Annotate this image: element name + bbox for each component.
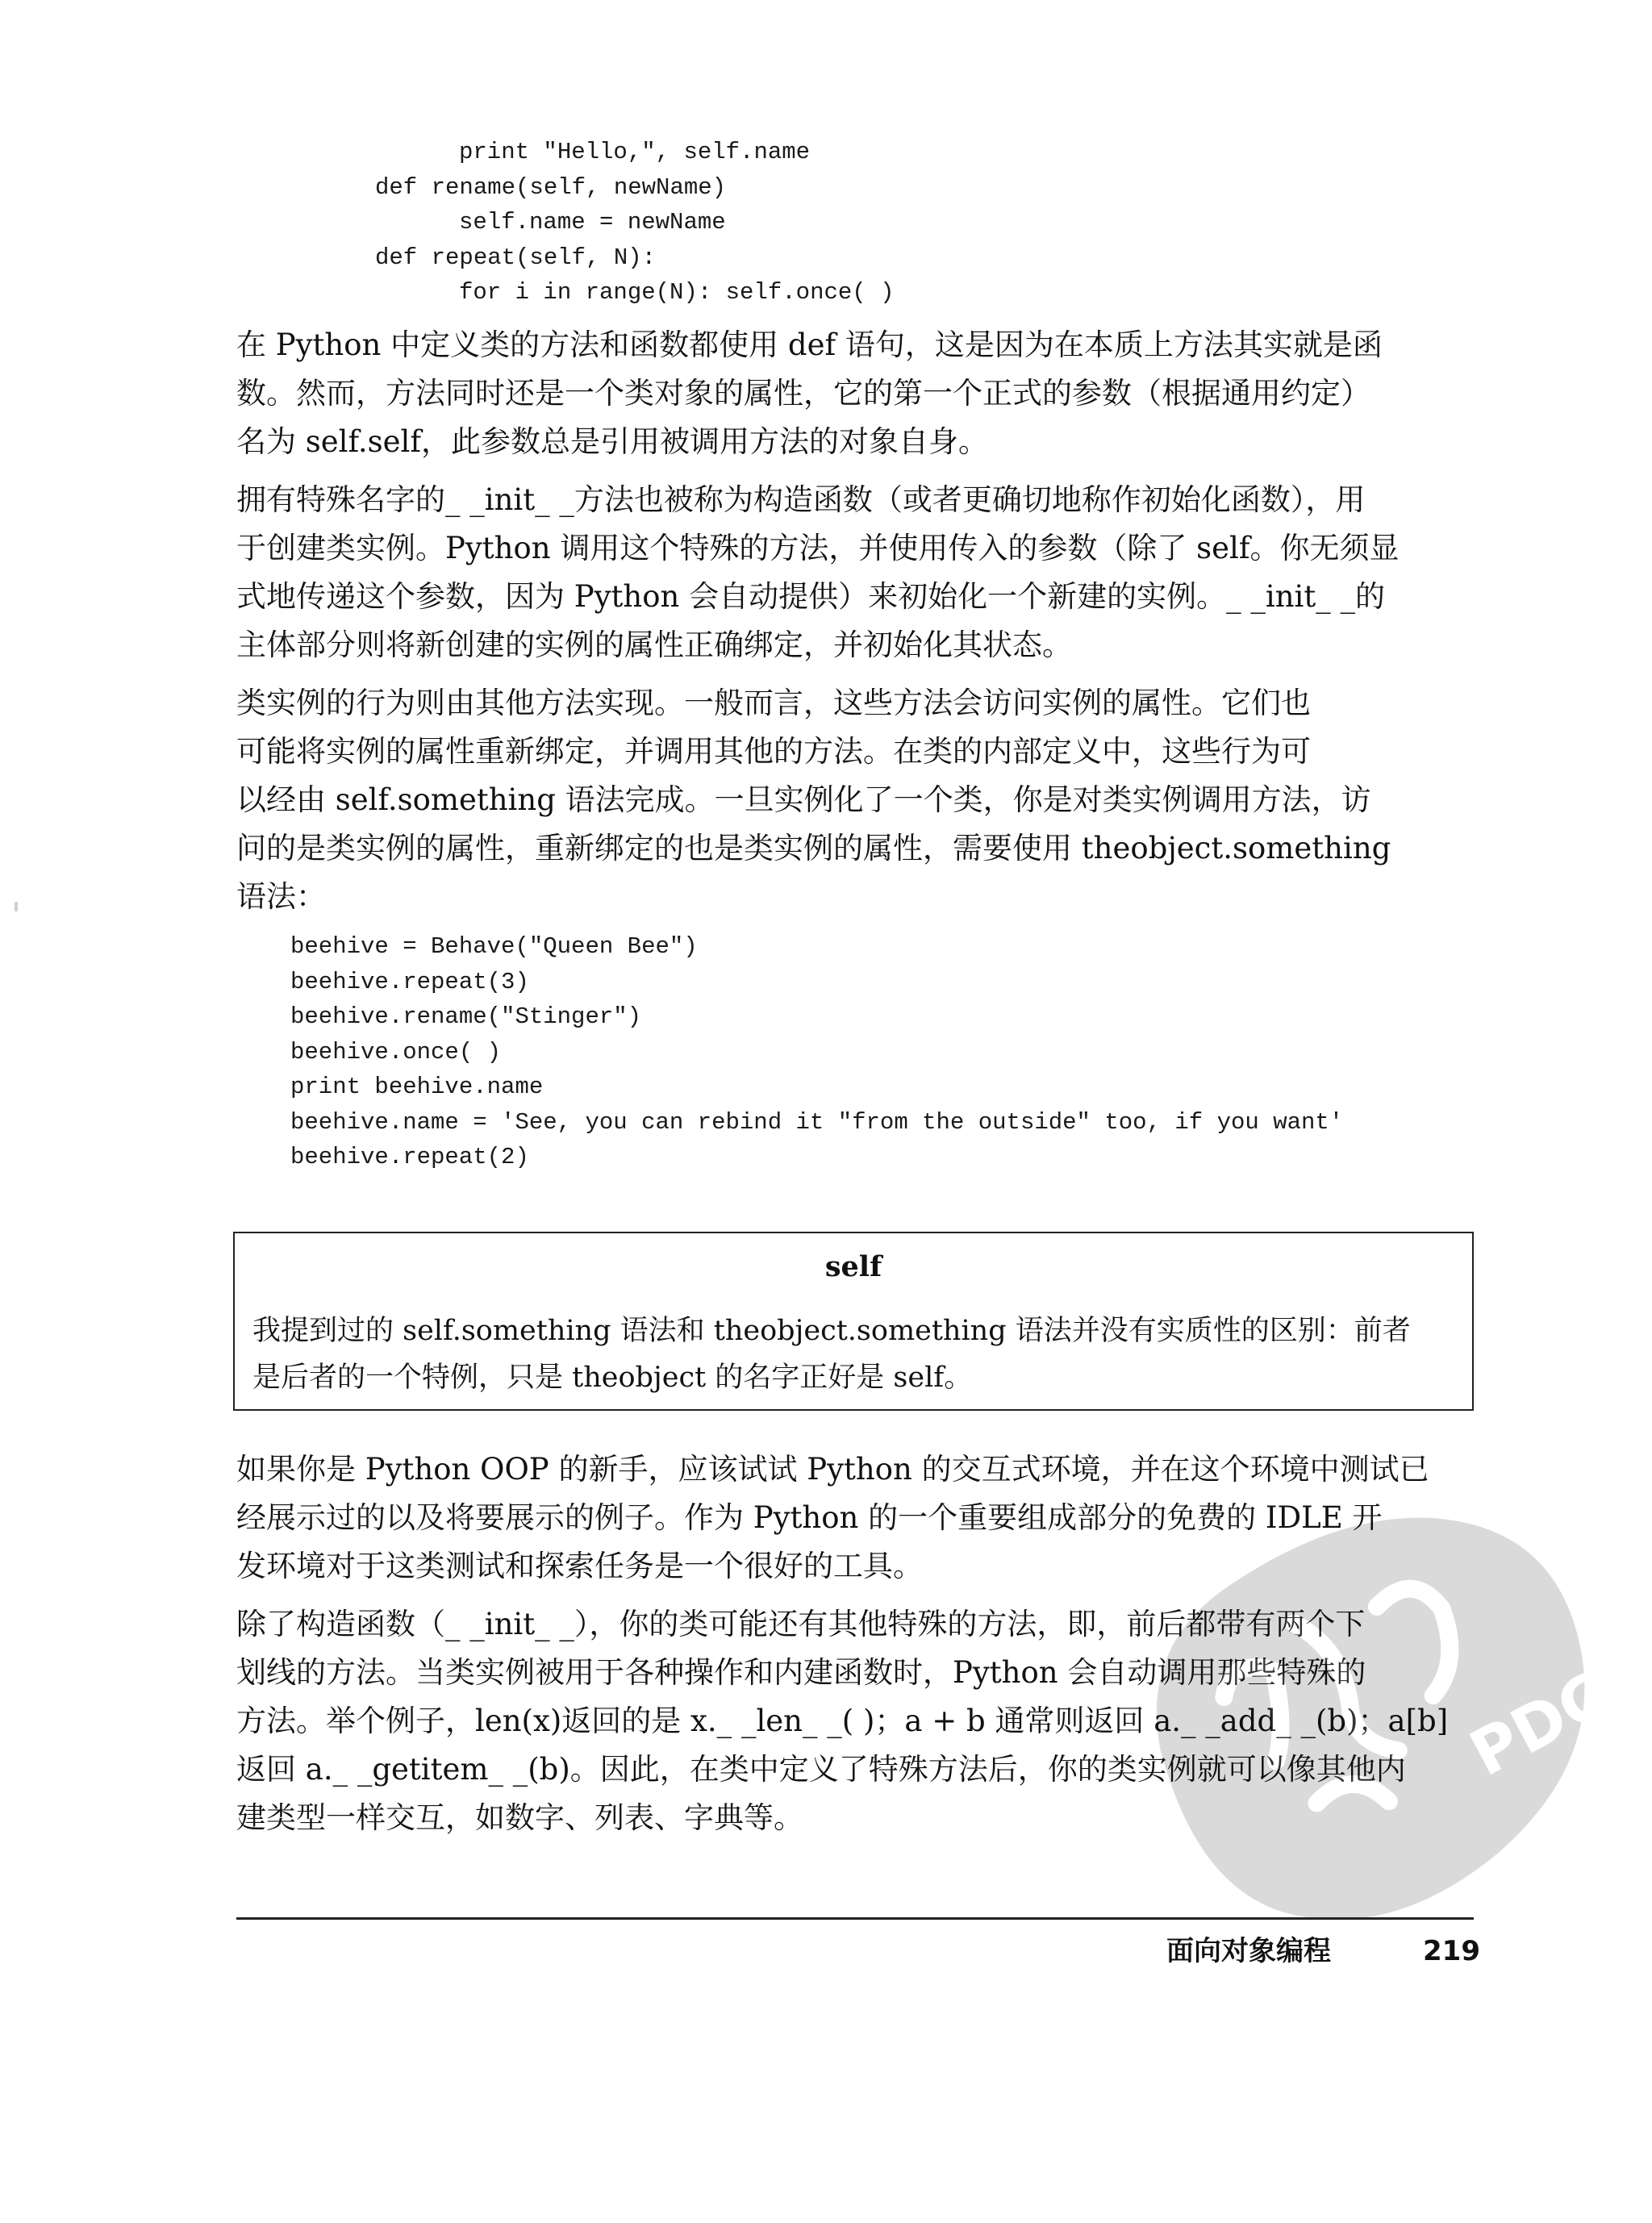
paragraph-line: 语法： [236,879,326,914]
scan-speck [15,902,18,911]
self-note-box [233,1232,1474,1411]
paragraph-line: 数。然而，方法同时还是一个类对象的属性，它的第一个正式的参数（根据通用约定） [236,376,1370,411]
paragraph-line: 发环境对于这类测试和探索任务是一个很好的工具。 [236,1549,923,1583]
paragraph-line: 如果你是 Python OOP 的新手，应该试试 Python 的交互式环境，并在这个环境中测试已 [236,1452,1429,1487]
code-line: print beehive.name [290,1074,544,1100]
footer-chapter-title: 面向对象编程 [1166,1935,1331,1967]
note-title: self [824,1250,882,1283]
paragraph-init-constructor [236,476,1474,669]
paragraph-line: 划线的方法。当类实例被用于各种操作和内建函数时，Python 会自动调用那些特殊的 [236,1655,1366,1690]
paragraph-line: 在 Python 中定义类的方法和函数都使用 def 语句，这是因为在本质上方法其实就是函 [236,327,1383,362]
paragraph-line: 建类型一样交互，如数字、列表、字典等。 [236,1800,803,1835]
watermark-text: PDG [1458,1656,1626,1791]
paragraph-line: 方法。举个例子，len(x)返回的是 x._ _len_ _( )；a + b 通常则返回 a._ _add_ _(b)；a[b] [236,1704,1449,1738]
paragraph-def-methods [236,321,1474,466]
paragraph-line: 主体部分则将新创建的实例的属性正确绑定，并初始化其状态。 [236,628,1072,662]
paragraph-line: 除了构造函数（_ _init_ _），你的类可能还有其他特殊的方法，即，前后都带有两个下 [236,1607,1366,1641]
note-body [252,1308,1454,1401]
code-line: def rename(self, newName) [375,173,727,201]
code-line: beehive = Behave("Queen Bee") [290,933,698,960]
paragraph-line: 类实例的行为则由其他方法实现。一般而言，这些方法会访问实例的属性。它们也 [236,686,1311,720]
code-line: beehive.repeat(2) [290,1144,529,1170]
paragraph-line: 拥有特殊名字的_ _init_ _方法也被称为构造函数（或者更确切地称作初始化函数），用 [236,482,1366,517]
paragraph-line: 问的是类实例的属性，重新绑定的也是类实例的属性，需要使用 theobject.something [236,831,1391,865]
code-block-method-definitions [375,135,895,311]
code-line: beehive.rename("Stinger") [290,1003,642,1030]
paragraph-line: 名为 self.self，此参数总是引用被调用方法的对象自身。 [236,424,989,459]
paragraph-line: 返回 a._ _getitem_ _(b)。因此，在类中定义了特殊方法后，你的类实例就可以像其他内 [236,1752,1406,1787]
paragraph-instance-behavior [236,679,1474,921]
code-line: beehive.once( ) [290,1038,502,1066]
note-line: 我提到过的 self.something 语法和 theobject.something 语法并没有实质性的区别：前者 [252,1315,1411,1347]
paragraph-line: 于创建类实例。Python 调用这个特殊的方法，并使用传入的参数（除了 self。你无须显 [236,531,1400,565]
paragraph-line: 可能将实例的属性重新绑定，并调用其他的方法。在类的内部定义中，这些行为可 [236,734,1311,769]
pdg-watermark-seal [1093,1440,1652,1940]
code-line: beehive.repeat(3) [290,968,529,995]
code-line: print "Hello,", self.name [459,139,811,165]
code-line: def repeat(self, N): [375,244,657,271]
footer-rule [236,1917,1474,1920]
code-block-beehive-usage [290,929,1343,1175]
paragraph-line: 式地传递这个参数，因为 Python 会自动提供）来初始化一个新建的实例。_ _init_ _的 [236,579,1386,614]
code-line: beehive.name = 'See, you can rebind it "from the outside" too, if you want' [290,1108,1344,1136]
paragraph-line: 经展示过的以及将要展示的例子。作为 Python 的一个重要组成部分的免费的 IDLE 开 [236,1500,1383,1535]
note-line: 是后者的一个特例，只是 theobject 的名字正好是 self。 [252,1362,973,1394]
code-line: for i in range(N): self.once( ) [459,279,895,306]
paragraph-line: 以经由 self.something 语法完成。一旦实例化了一个类，你是对类实例调用方法，访 [236,782,1371,817]
code-line: self.name = newName [459,209,726,236]
page-number: 219 [1423,1935,1480,1967]
